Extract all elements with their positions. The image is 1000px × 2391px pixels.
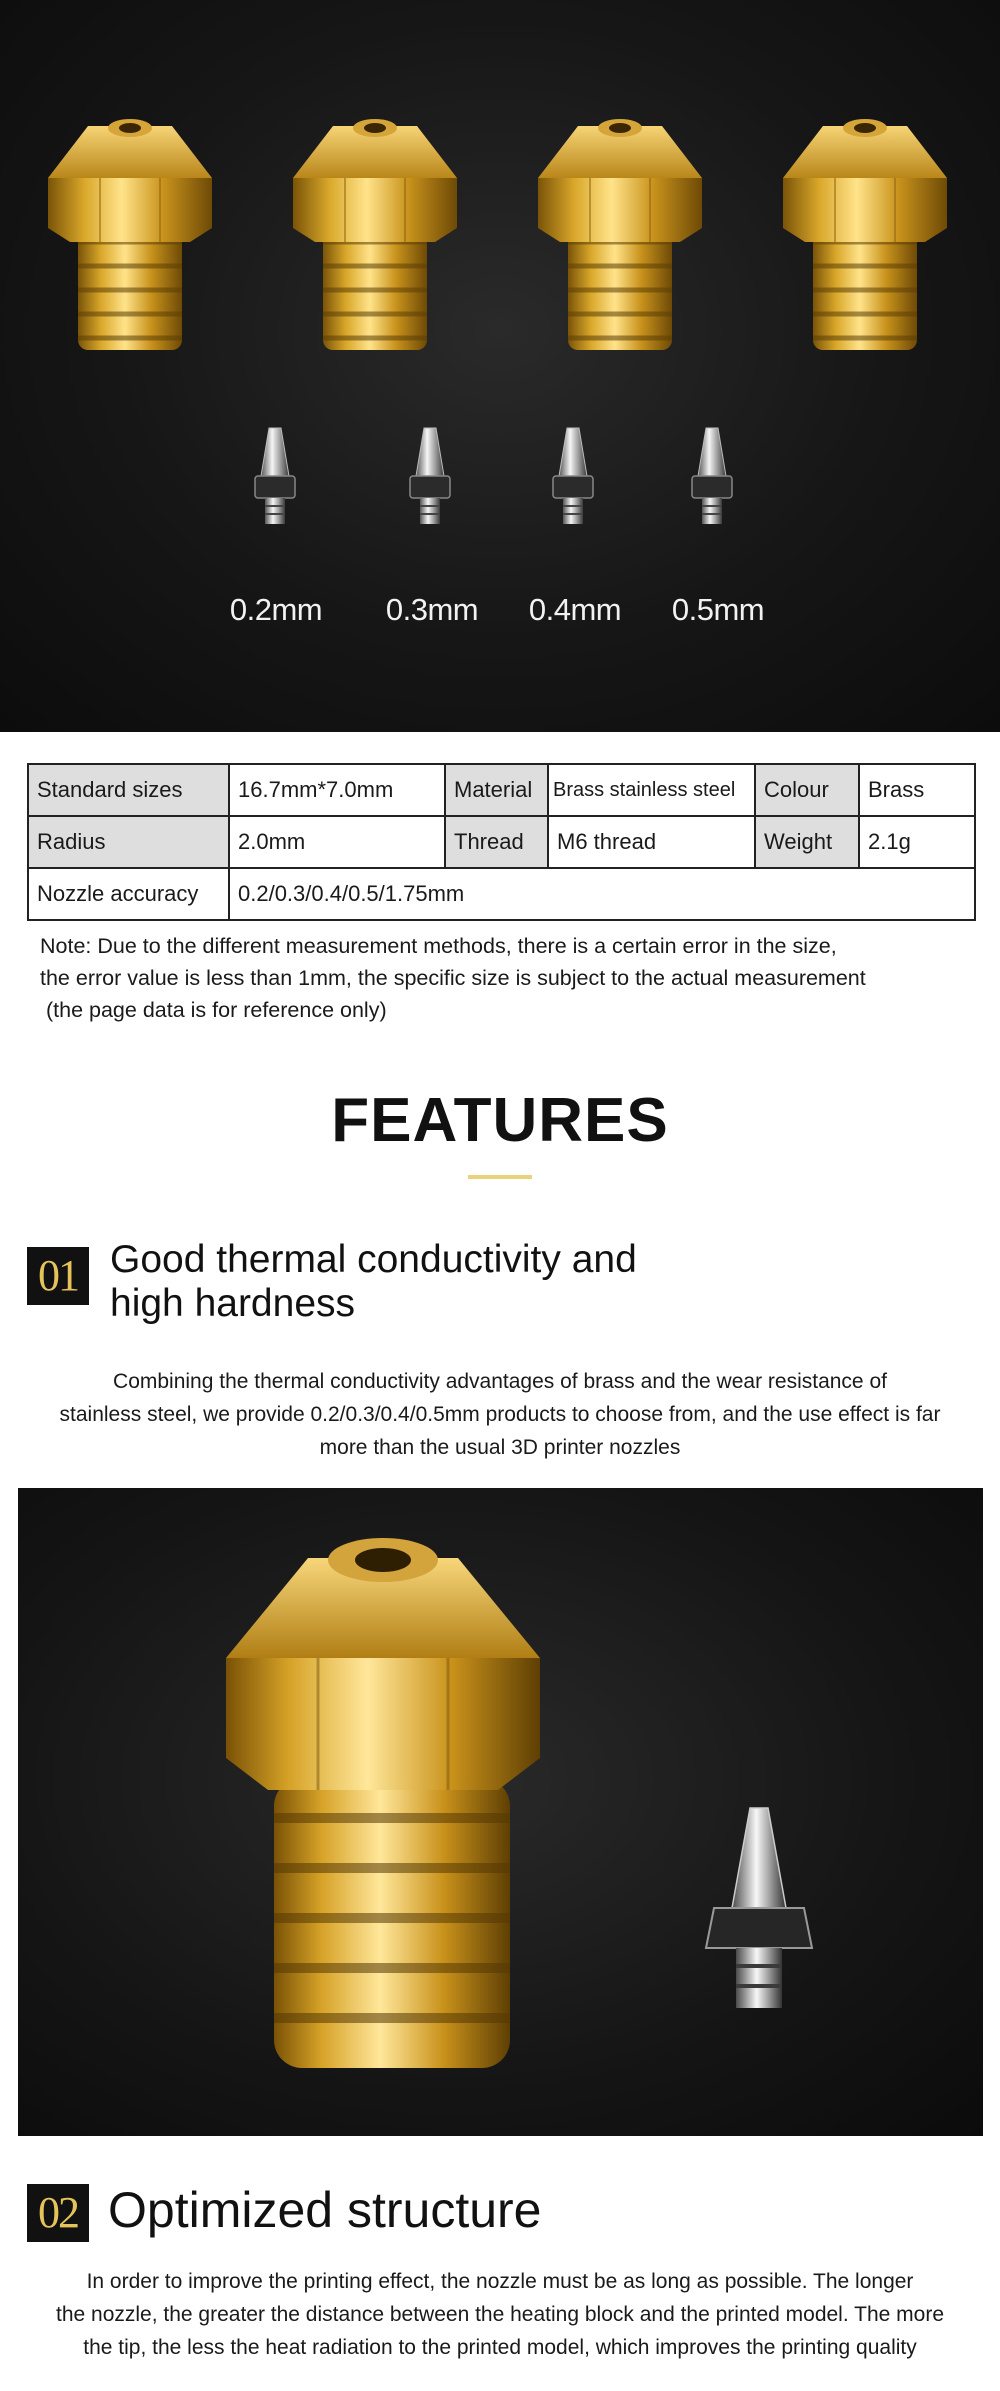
description-line: stainless steel, we provide 0.2/0.3/0.4/0.5mm products to choose from, and the use effect is far [59,1403,941,1426]
closeup-nozzle-illustration [18,1488,983,2136]
size-label-0.5: 0.5mm [671,592,765,627]
table-row [28,868,975,920]
spec-label-thread: Thread [445,816,548,868]
table-row [28,816,975,868]
features-underline [468,1175,532,1179]
description-line: Combining the thermal conductivity advantages of brass and the wear resistance of [113,1370,887,1393]
note-line: (the page data is for reference only) [46,998,387,1022]
description-line: more than the usual 3D printer nozzles [319,1436,681,1459]
spec-value-nozzle-accuracy: 0.2/0.3/0.4/0.5/1.75mm [229,868,975,920]
spec-value-radius: 2.0mm [229,816,445,868]
hero-nozzles-illustration [0,0,1000,732]
spec-label-nozzle-accuracy: Nozzle accuracy [28,868,229,920]
size-label-0.3: 0.3mm [385,592,479,627]
hero-product-image [0,0,1000,732]
size-label-0.4: 0.4mm [528,592,622,627]
description-line: In order to improve the printing effect, the nozzle must be as long as possible. The longer [86,2270,914,2293]
description-line: the tip, the less the heat radiation to the printed model, which improves the printing quality [83,2336,917,2359]
section-title [110,1238,637,1326]
section-description [20,2265,980,2364]
spec-value-colour: Brass [859,764,975,816]
spec-label-colour: Colour [755,764,859,816]
measurement-note [40,930,990,1026]
spec-label-weight: Weight [755,816,859,868]
note-line: the error value is less than 1mm, the specific size is subject to the actual measurement [40,966,866,990]
spec-table [27,763,976,921]
features-heading: FEATURES [331,1086,669,1155]
spec-value-weight: 2.1g [859,816,975,868]
note-line: Note: Due to the different measurement methods, there is a certain error in the size, [40,934,837,958]
section-title-line: high hardness [110,1282,356,1325]
spec-label-standard-sizes: Standard sizes [28,764,229,816]
section-description [20,1365,980,1464]
product-closeup-image [18,1488,983,2136]
size-label-0.2: 0.2mm [229,592,323,627]
section-title: Optimized structure [108,2182,542,2238]
spec-label-radius: Radius [28,816,229,868]
section-number-badge: 01 [27,1247,89,1305]
section-title-line: Good thermal conductivity and [110,1238,637,1281]
spec-value-standard-sizes: 16.7mm*7.0mm [229,764,445,816]
spec-value-thread: M6 thread [548,816,755,868]
section-number-badge: 02 [27,2184,89,2242]
spec-label-material: Material [445,764,548,816]
table-row [28,764,975,816]
description-line: the nozzle, the greater the distance between the heating block and the printed model. The more [55,2303,945,2326]
spec-value-material: Brass stainless steel [548,764,755,816]
